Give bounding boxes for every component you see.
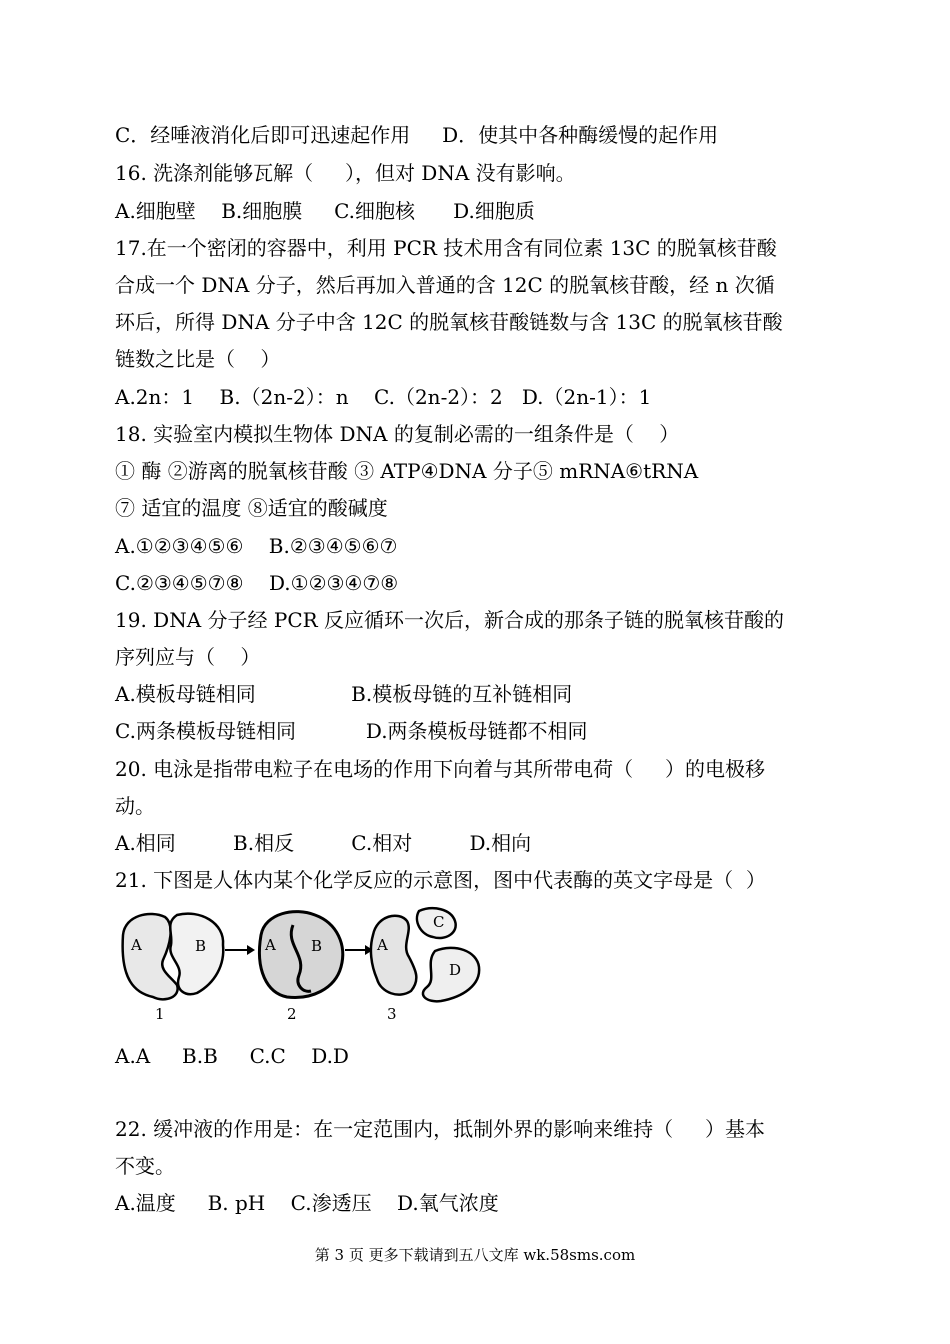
figure-label-b: B bbox=[195, 937, 207, 955]
enzyme-substrate-complex bbox=[259, 912, 342, 998]
options-17: A.2n：1 B.（2n-2）：n C.（2n-2）：2 D.（2n-1）：1 bbox=[115, 385, 652, 409]
text-line: 序列应与（ ） bbox=[115, 645, 261, 669]
question-17: 17.在一个密闭的容器中，利用 PCR 技术用含有同位素 13C 的脱氧核苷酸 bbox=[115, 236, 777, 260]
figure-label-c: C bbox=[433, 913, 445, 931]
enzyme-a bbox=[371, 916, 416, 995]
text-line: 环后，所得 DNA 分子中含 12C 的脱氧核苷酸链数与含 13C 的脱氧核苷酸 bbox=[115, 310, 783, 334]
stage-3 bbox=[371, 908, 479, 1023]
step-number: 2 bbox=[287, 1005, 297, 1023]
figure-label-d: D bbox=[449, 961, 462, 979]
question-19: 19. DNA 分子经 PCR 反应循环一次后，新合成的那条子链的脱氧核苷酸的 bbox=[115, 608, 785, 632]
options-20: A.相同 B.相反 C.相对 D.相向 bbox=[115, 831, 532, 855]
text-line: 合成一个 DNA 分子，然后再加入普通的含 12C 的脱氧核苷酸，经 n 次循 bbox=[115, 273, 775, 297]
options-19: A.模板母链相同 B.模板母链的互补链相同 bbox=[115, 682, 573, 706]
options-22: A.温度 B. pH C.渗透压 D.氧气浓度 bbox=[115, 1191, 499, 1215]
figure-label-a: A bbox=[265, 936, 276, 954]
enzyme-reaction-figure bbox=[115, 905, 495, 1025]
options-18: A.①②③④⑤⑥ B.②③④⑤⑥⑦ bbox=[115, 534, 398, 558]
options-18: C.②③④⑤⑦⑧ D.①②③④⑦⑧ bbox=[115, 571, 399, 595]
options-21: A.A B.B C.C D.D bbox=[115, 1044, 349, 1068]
step-number: 1 bbox=[155, 1005, 165, 1023]
text-line: 不变。 bbox=[115, 1154, 175, 1178]
stage-2 bbox=[259, 912, 342, 1023]
arrow-head bbox=[247, 945, 255, 955]
text-line: C．经唾液消化后即可迅速起作用 D．使其中各种酶缓慢的起作用 bbox=[115, 123, 719, 147]
question-21: 21. 下图是人体内某个化学反应的示意图，图中代表酶的英文字母是（ ） bbox=[115, 868, 766, 892]
text-line: 链数之比是（ ） bbox=[115, 347, 281, 371]
options-16: A.细胞壁 B.细胞膜 C.细胞核 D.细胞质 bbox=[115, 199, 535, 223]
figure-label-b: B bbox=[311, 937, 323, 955]
stage-1 bbox=[123, 914, 224, 1023]
step-number: 3 bbox=[387, 1005, 397, 1023]
figure-label-a: A bbox=[377, 936, 388, 954]
text-line: ⑦ 适宜的温度 ⑧适宜的酸碱度 bbox=[115, 496, 388, 520]
question-20: 20. 电泳是指带电粒子在电场的作用下向着与其所带电荷（ ）的电极移 bbox=[115, 757, 765, 781]
page-footer: 第 3 页 更多下载请到五八文库 wk.58sms.com bbox=[314, 1246, 636, 1264]
text-line: 动。 bbox=[115, 794, 155, 818]
text-line: ① 酶 ②游离的脱氧核苷酸 ③ ATP④DNA 分子⑤ mRNA⑥tRNA bbox=[115, 459, 699, 483]
question-16: 16. 洗涤剂能够瓦解（ ），但对 DNA 没有影响。 bbox=[115, 161, 576, 185]
question-18: 18. 实验室内模拟生物体 DNA 的复制必需的一组条件是（ ） bbox=[115, 422, 680, 446]
question-22: 22. 缓冲液的作用是：在一定范围内，抵制外界的影响来维持（ ）基本 bbox=[115, 1117, 765, 1141]
figure-label-a: A bbox=[131, 936, 142, 954]
options-19: C.两条模板母链相同 D.两条模板母链都不相同 bbox=[115, 719, 588, 743]
